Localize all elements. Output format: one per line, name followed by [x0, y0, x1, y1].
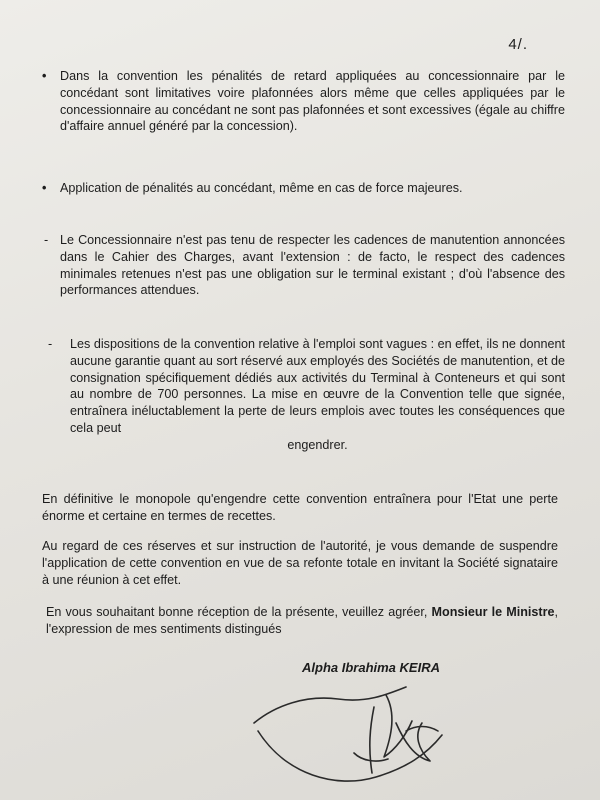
closing-line-end: , l'expression de mes sentiments distingués [46, 605, 559, 636]
paragraph-request: Au regard de ces réserves et sur instruction de l'autorité, je vous demande de suspendre l'application de cette convention en vue de sa refonte totale en invitant la Société signataire à une réunion à cet effet. [42, 539, 558, 587]
signatory-name: Alpha Ibrahima KEIRA [302, 660, 440, 675]
paragraph-closing [46, 604, 558, 638]
bullet-item-text: Application de pénalités au concédant, même en cas de force majeures. [60, 181, 463, 195]
dash-item-tail: engendrer. [287, 437, 348, 452]
closing-salutation: Monsieur le Ministre [431, 605, 555, 619]
dash-marker: - [48, 337, 53, 351]
bullet-item-penalites-concedant [42, 180, 560, 197]
handwritten-signature-icon [246, 665, 496, 795]
dash-item-cadences [44, 232, 565, 299]
bullet-item-text: Dans la convention les pénalités de retard appliquées au concessionnaire par le concédant sont limitatives voire plafonnées alors même que celles appliquées par le concessionnaire au concédant ne sont pas plafonnées et sont excessives (égale au chiffre d'affaire annuel généré par la concession). [60, 69, 565, 134]
dash-marker: - [44, 233, 49, 247]
bullet-marker: • [42, 181, 47, 195]
bullet-marker: • [42, 69, 47, 83]
page-number: 4/. [508, 36, 528, 53]
dash-item-emploi [48, 336, 565, 454]
bullet-item-penalites-retard [42, 68, 565, 135]
dash-item-text: Les dispositions de la convention relative à l'emploi sont vagues : en effet, ils ne donnent aucune garantie quant au sort réservé aux employés des Sociétés de manutention, et de consignation spécifiquement dédiés aux activités du Terminal à Conteneurs et qui sont au nombre de 700 personnes. La mise en œuvre de la Convention telle que signée, entraînera inéluctablement la perte de leurs emplois avec toutes les conséquences que cela peut [70, 337, 565, 435]
paragraph-conclusion: En définitive le monopole qu'engendre cette convention entraînera pour l'Etat une perte énorme et certaine en termes de recettes. [42, 492, 558, 523]
dash-item-text: Le Concessionnaire n'est pas tenu de respecter les cadences de manutention annoncées dans le Cahier des Charges, avant l'extension : de facto, le respect des cadences minimales retenues n'est pas une obligation sur le terminal existant ; d'où l'absence des performances attendues. [60, 233, 565, 298]
closing-line: En vous souhaitant bonne réception de la présente, veuillez agréer, [46, 605, 428, 619]
